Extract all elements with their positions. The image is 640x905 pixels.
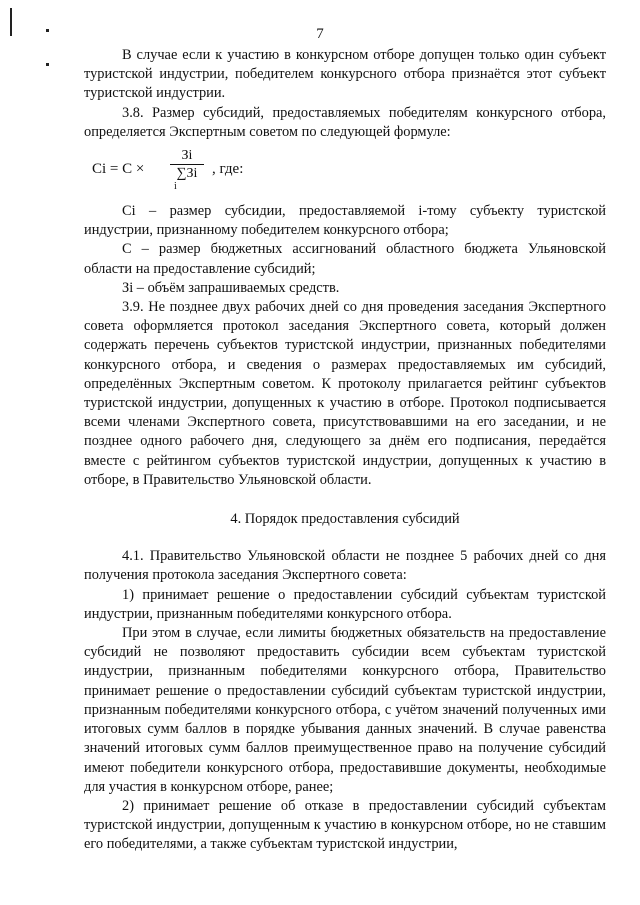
paragraph: 1) принимает решение о предоставлении субсидий субъектам туристской индустрии, признанным победителями конкурсного отбора. (84, 586, 606, 622)
definition: Зi – объём запрашиваемых средств. (122, 279, 340, 296)
paragraph: 3.8. Размер субсидий, предоставляемых победителям конкурсного отбора, определяется Экспертным советом по следующей формуле: (84, 104, 606, 140)
formula-numerator: Зi (170, 148, 204, 165)
formula-sum-index: i (174, 181, 177, 193)
definition: Сi – размер субсидии, предоставляемой i-тому субъекту туристской индустрии, признанному победителем конкурсного отбора; (84, 203, 606, 239)
formula-tail: , где: (212, 161, 244, 178)
subsidy-formula (92, 148, 606, 194)
formula-denominator: ∑Зi (176, 166, 198, 182)
paragraph: В случае если к участию в конкурсном отборе допущен только один субъект туристской индустрии, победителем конкурсного отбора признаётся этот субъект туристской индустрии. (84, 47, 606, 102)
page-number: 7 (316, 26, 324, 42)
paragraph: 2) принимает решение об отказе в предоставлении субсидий субъектам туристской индустрии, допущенным к участию в конкурсном отборе, но не ставшим его победителями, а также субъектам туристской индустрии, (84, 797, 606, 853)
margin-mark-dot (46, 63, 49, 66)
section-heading: 4. Порядок предоставления субсидий (230, 511, 460, 528)
paragraph: 4.1. Правительство Ульяновской области не позднее 5 рабочих дней со дня получения протокола заседания Экспертного совета: (84, 548, 606, 584)
formula-fraction (170, 148, 204, 192)
document-body (84, 46, 606, 855)
formula-left: Сi = C × (92, 161, 145, 178)
paragraph-3-9: 3.9. Не позднее двух рабочих дней со дня проведения заседания Экспертного совета оформляется протокол заседания Экспертного совета, который должен содержать перечень субъектов туристской индустрии, признанных победителями конкурсного отбора, и сведения о размерах предоставляемых им субсидий, определённых Экспертным советом. К протоколу прилагается рейтинг субъектов туристской индустрии, допущенных к участию в отборе. Протокол подписывается всеми членами Экспертного совета, присутствовавшими на его заседании, и не позднее одного рабочего дня, следующего за днём его подписания, передаётся вместе с рейтингом субъектов туристской индустрии, допущенных к участию в отборе, в Правительство Ульяновской области. (84, 299, 606, 488)
paragraph: При этом в случае, если лимиты бюджетных обязательств на предоставление субсидий не позволяют предоставить субсидии всем субъектам туристской индустрии, признанным победителями конкурсного отбора, Правительство принимает решение о предоставлении субсидий субъектам туристской индустрии, признанным победителями конкурсного отбора, с учётом значений полученных ими итоговых сумм баллов в порядке убывания данных значений. В случае равенства значений итоговых сумм баллов преимущественное право на получение субсидий имеют победители конкурсного отбора, предоставившие документы, необходимые для участия в конкурсном отборе, ранее; (84, 625, 606, 795)
definition: С – размер бюджетных ассигнований областного бюджета Ульяновской области на предоставление субсидий; (84, 241, 606, 277)
